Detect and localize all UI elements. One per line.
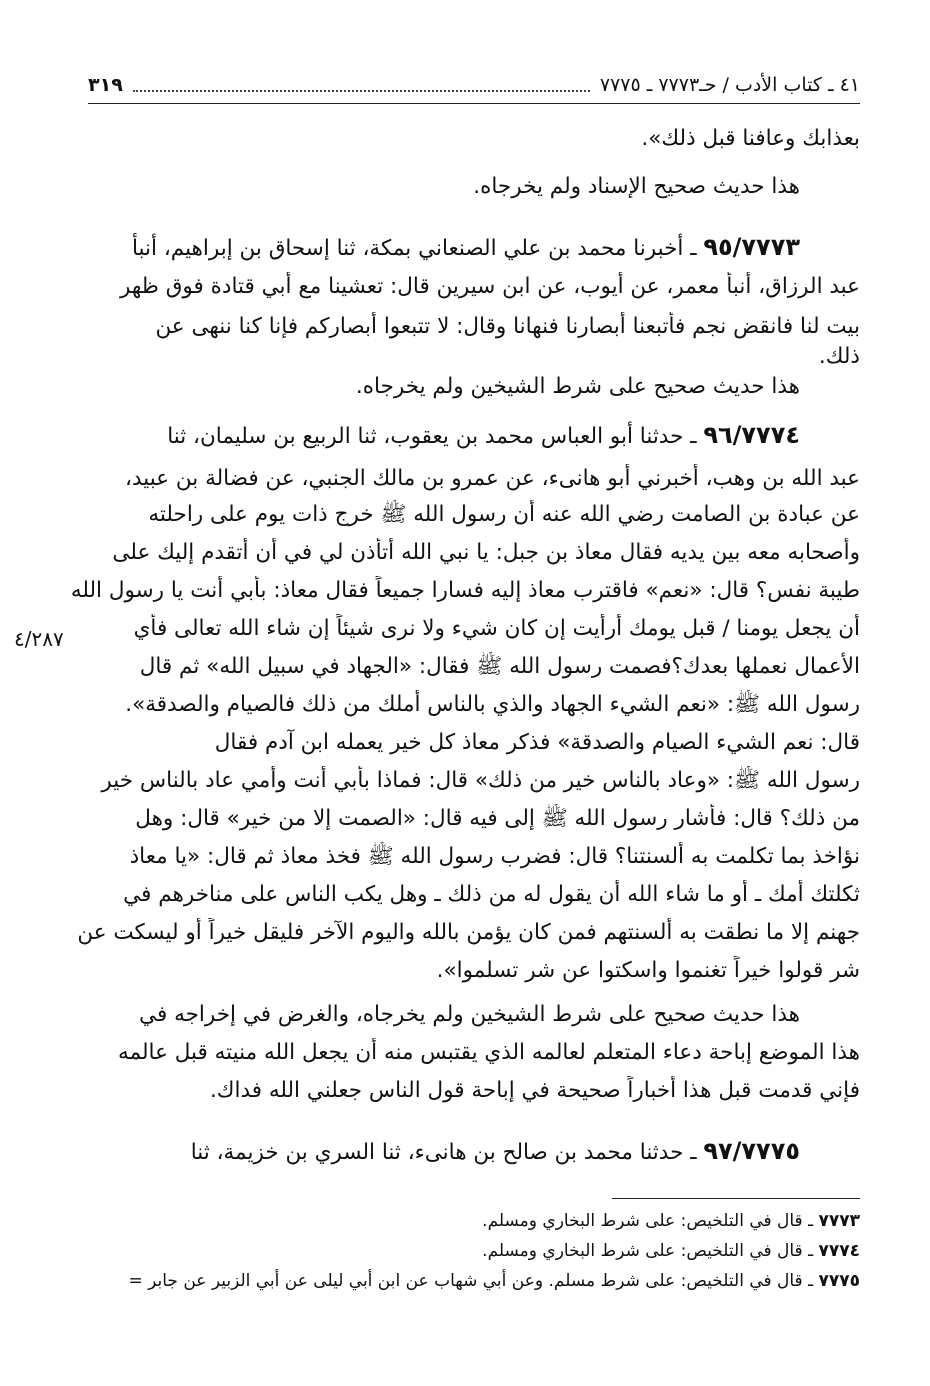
footnote <box>68 1238 860 1264</box>
text-line <box>68 918 860 948</box>
text-line <box>68 728 860 758</box>
line-text: عبد الله بن وهب، أخبرني أبو هانىء، عن عمرو بن مالك الجنبي، عن فضالة بن عبيد، <box>125 466 860 491</box>
dot-leader <box>133 78 590 92</box>
line-text: طيبة نفس؟ قال: «نعم» فاقترب معاذ إليه فسارا جميعاً فقال معاذ: بأبي أنت يا رسول الله <box>70 578 860 603</box>
text-line <box>68 804 860 834</box>
footnote-text: ـ قال في التلخيص: على شرط مسلم. وعن أبي شهاب عن ابن أبي ليلى عن أبي الزبير عن جابر = <box>128 1271 819 1291</box>
line-text: هذا حديث صحيح على شرط الشيخين ولم يخرجاه. <box>355 374 800 399</box>
line-text: ـ حدثنا محمد بن صالح بن هانىء، ثنا السري بن خزيمة، ثنا <box>190 1140 704 1165</box>
text-line <box>68 956 860 986</box>
footnote <box>68 1208 860 1234</box>
text-line <box>68 766 860 796</box>
footnote <box>68 1268 860 1294</box>
margin-reference: ٤/٢٨٧ <box>14 627 64 651</box>
line-text: وأصحابه معه بين يديه فقال معاذ بن جبل: يا نبي الله أتأذن لي في أن أتقدم إليك على <box>112 540 860 565</box>
text-line <box>68 342 860 372</box>
hadith-number: ٩٦/٧٧٧٤ <box>703 421 800 449</box>
line-text: قال: نعم الشيء الصيام والصدقة» فذكر معاذ كل خير يعمله ابن آدم فقال <box>214 730 860 755</box>
text-line <box>68 690 860 720</box>
header-rule <box>88 103 860 104</box>
hadith-number: ٩٥/٧٧٧٣ <box>703 233 800 261</box>
footnote-text: ـ قال في التلخيص: على شرط البخاري ومسلم. <box>482 1211 819 1231</box>
footnote-number: ٧٧٧٥ <box>818 1271 860 1291</box>
text-line <box>68 372 860 402</box>
footnote-number: ٧٧٧٤ <box>818 1241 860 1261</box>
text-line <box>68 312 860 342</box>
text-line <box>68 1038 860 1068</box>
text-line <box>68 124 860 154</box>
line-text: ـ حدثنا أبو العباس محمد بن يعقوب، ثنا الربيع بن سليمان، ثنا <box>167 424 704 449</box>
line-text: ثكلتك أمك ـ أو ما شاء الله أن يقول له من ذلك ـ وهل يكب الناس على مناخرهم في <box>123 882 860 907</box>
line-text: فإني قدمت قبل هذا أخباراً صحيحة في إباحة قول الناس جعلني الله فداك. <box>209 1078 860 1103</box>
line-text: رسول الله ﷺ: «نعم الشيء الجهاد والذي بالناس أملك من ذلك فالصيام والصدقة». <box>125 692 860 717</box>
line-text: بيت لنا فانقض نجم فأتبعنا أبصارنا فنهانا وقال: لا تتبعوا أبصاركم فإنا كنا ننهى عن <box>155 314 860 339</box>
line-text: هذا حديث صحيح على شرط الشيخين ولم يخرجاه، والغرض في إخراجه في <box>139 1002 800 1027</box>
text-line <box>68 880 860 910</box>
page-number: ٣١٩ <box>88 74 123 96</box>
line-text: نؤاخذ بما تكلمت به ألسنتنا؟ قال: فضرب رسول الله ﷺ فخذ معاذ ثم قال: «يا معاذ <box>129 844 860 869</box>
hadith-number: ٩٧/٧٧٧٥ <box>703 1137 800 1165</box>
text-line <box>68 538 860 568</box>
footnote-number: ٧٧٧٣ <box>818 1211 860 1231</box>
line-text: الأعمال نعملها بعدك؟فصمت رسول الله ﷺ فقال: «الجهاد في سبيل الله» ثم قال <box>139 654 860 679</box>
text-line <box>68 576 860 606</box>
line-text: عن عبادة بن الصامت رضي الله عنه أن رسول الله ﷺ خرج ذات يوم على راحلته <box>148 502 860 527</box>
text-line <box>68 842 860 872</box>
text-line <box>68 500 860 530</box>
text-line <box>68 420 860 452</box>
line-text: أن يجعل يومنا / قبل يومك أرأيت إن كان شيء ولا نرى شيئاً إن شاء الله تعالى فأي <box>133 616 860 641</box>
text-line <box>68 1076 860 1106</box>
line-text: عبد الرزاق، أنبأ معمر، عن أيوب، عن ابن سيرين قال: تعشينا مع أبي قتادة فوق ظهر <box>120 274 860 299</box>
running-title: ٤١ ـ كتاب الأدب / حـ٧٧٧٣ ـ ٧٧٧٥ <box>599 74 860 96</box>
line-text: بعذابك وعافنا قبل ذلك». <box>641 126 860 151</box>
page-header <box>88 70 860 100</box>
line-text: ذلك. <box>818 344 860 369</box>
text-line <box>68 232 860 264</box>
line-text: من ذلك؟ قال: فأشار رسول الله ﷺ إلى فيه قال: «الصمت إلا من خير» قال: وهل <box>135 806 860 831</box>
line-text: ـ أخبرنا محمد بن علي الصنعاني بمكة، ثنا إسحاق بن إبراهيم، أنبأ <box>131 236 704 261</box>
text-line <box>68 172 860 202</box>
line-text: هذا حديث صحيح الإسناد ولم يخرجاه. <box>473 174 800 199</box>
text-line <box>68 614 860 644</box>
text-line <box>68 464 860 494</box>
footnote-rule <box>612 1198 860 1199</box>
line-text: جهنم إلا ما نطقت به ألسنتهم فمن كان يؤمن بالله واليوم الآخر فليقل خيراً أو ليسكت عن <box>77 920 860 945</box>
line-text: شر قولوا خيراً تغنموا واسكتوا عن شر تسلموا». <box>436 958 860 983</box>
text-line <box>68 272 860 302</box>
text-line <box>68 652 860 682</box>
line-text: رسول الله ﷺ: «وعاد بالناس خير من ذلك» قال: فماذا بأبي أنت وأمي عاد بالناس خير <box>101 768 860 793</box>
text-line <box>68 1136 860 1168</box>
line-text: هذا الموضع إباحة دعاء المتعلم لعالمه الذي يقتبس منه أن يجعل الله منيته قبل عالمه <box>118 1040 860 1065</box>
footnote-text: ـ قال في التلخيص: على شرط البخاري ومسلم. <box>482 1241 819 1261</box>
text-line <box>68 1000 860 1030</box>
